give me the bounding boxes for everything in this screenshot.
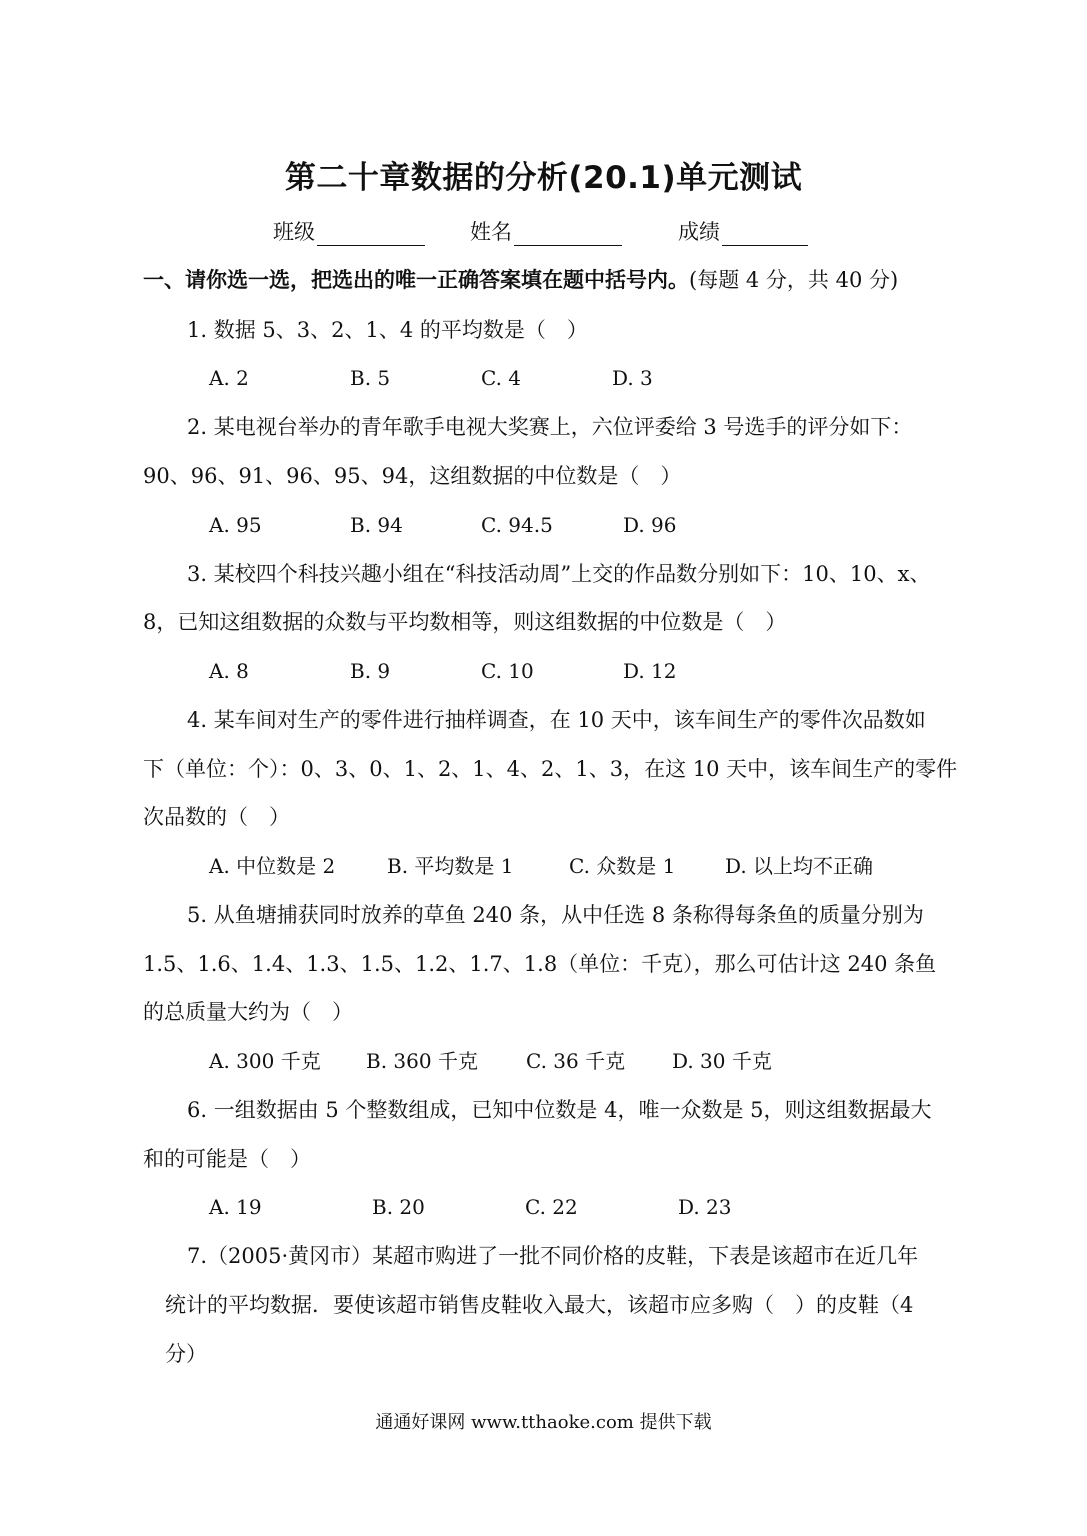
question-7-line-1: 7.（2005·黄冈市）某超市购进了一批不同价格的皮鞋，下表是该超市在近几年 (187, 1244, 919, 1268)
question-2-line-2: 90、96、91、96、95、94，这组数据的中位数是（ ） (143, 464, 682, 488)
question-1-option-b: B. 5 (350, 366, 391, 390)
question-6-option-a: A. 19 (209, 1195, 262, 1219)
question-6-line-2: 和的可能是（ ） (143, 1147, 311, 1171)
question-1-option-d: D. 3 (612, 366, 653, 390)
question-7-line-3: 分） (165, 1342, 207, 1366)
question-7-line-2: 统计的平均数据．要使该超市销售皮鞋收入最大，该超市应多购（ ）的皮鞋（4 (165, 1293, 914, 1317)
score-blank (722, 223, 808, 246)
question-5-option-d: D. 30 千克 (672, 1049, 772, 1073)
question-6-line-1: 6. 一组数据由 5 个整数组成，已知中位数是 4，唯一众数是 5，则这组数据最大 (187, 1098, 932, 1122)
question-3-option-b: B. 9 (350, 659, 391, 683)
question-1-option-c: C. 4 (481, 366, 522, 390)
section-heading-text: 一、请你选一选，把选出的唯一正确答案填在题中括号内。 (143, 268, 689, 292)
question-4-option-d: D. 以上均不正确 (725, 854, 874, 878)
class-blank (317, 223, 425, 246)
question-2-option-b: B. 94 (350, 513, 403, 537)
question-1-line-1: 1. 数据 5、3、2、1、4 的平均数是（ ） (187, 318, 588, 342)
question-5-line-2: 1.5、1.6、1.4、1.3、1.5、1.2、1.7、1.8（单位：千克），那么可估计这 240 条鱼 (143, 952, 937, 976)
question-1-option-a: A. 2 (209, 366, 249, 390)
question-4-option-a: A. 中位数是 2 (209, 854, 336, 878)
question-4-option-c: C. 众数是 1 (569, 854, 676, 878)
question-3-line-1: 3. 某校四个科技兴趣小组在“科技活动周”上交的作品数分别如下：10、10、x、 (187, 562, 931, 586)
question-3-line-2: 8，已知这组数据的众数与平均数相等，则这组数据的中位数是（ ） (143, 610, 787, 634)
question-4-option-b: B. 平均数是 1 (387, 854, 514, 878)
question-5-line-3: 的总质量大约为（ ） (143, 1000, 353, 1024)
name-field (470, 216, 622, 246)
question-3-option-c: C. 10 (481, 659, 534, 683)
class-label: 班级 (273, 220, 315, 244)
question-5-option-b: B. 360 千克 (366, 1049, 478, 1073)
section-score-note: (每题 4 分，共 40 分) (689, 268, 899, 292)
question-6-option-c: C. 22 (525, 1195, 578, 1219)
page-footer: 通通好课网 www.tthaoke.com 提供下载 (375, 1412, 712, 1433)
question-2-option-c: C. 94.5 (481, 513, 553, 537)
score-field (678, 216, 808, 246)
question-6-option-b: B. 20 (372, 1195, 425, 1219)
question-5-line-1: 5. 从鱼塘捕获同时放养的草鱼 240 条，从中任选 8 条称得每条鱼的质量分别为 (187, 903, 924, 927)
question-2-option-a: A. 95 (209, 513, 262, 537)
question-3-option-a: A. 8 (209, 659, 249, 683)
question-5-option-c: C. 36 千克 (526, 1049, 626, 1073)
question-2-option-d: D. 96 (623, 513, 677, 537)
question-6-option-d: D. 23 (678, 1195, 732, 1219)
question-5-option-a: A. 300 千克 (209, 1049, 321, 1073)
class-field (273, 216, 425, 246)
name-blank (514, 223, 622, 246)
question-4-line-2: 下（单位：个）：0、3、0、1、2、1、4、2、1、3，在这 10 天中，该车间生产的零件 (143, 757, 958, 781)
score-label: 成绩 (678, 220, 720, 244)
question-4-line-3: 次品数的（ ） (143, 805, 290, 829)
name-label: 姓名 (470, 220, 512, 244)
page-title: 第二十章数据的分析(20.1)单元测试 (284, 160, 803, 196)
section-heading (143, 266, 898, 294)
question-4-line-1: 4. 某车间对生产的零件进行抽样调查，在 10 天中，该车间生产的零件次品数如 (187, 708, 926, 732)
question-3-option-d: D. 12 (623, 659, 677, 683)
question-2-line-1: 2. 某电视台举办的青年歌手电视大奖赛上，六位评委给 3 号选手的评分如下： (187, 415, 913, 439)
